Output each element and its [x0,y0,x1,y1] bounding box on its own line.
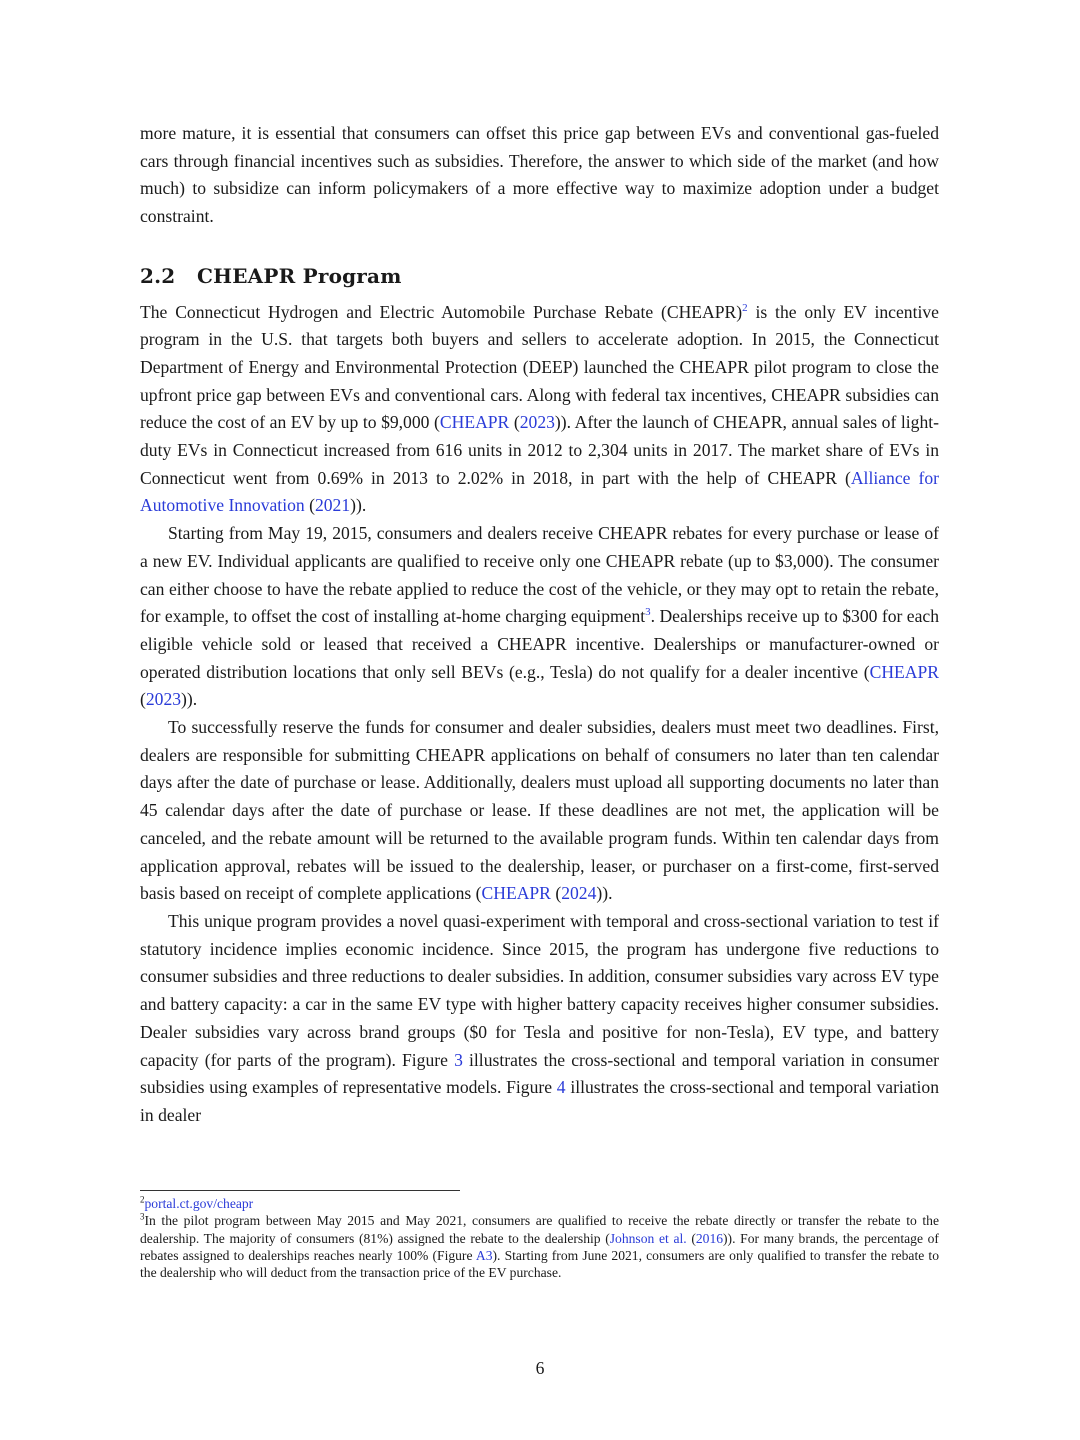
citation-cheapr-2023-b[interactable]: CHEAPR [869,661,939,682]
citation-cheapr-2023[interactable]: CHEAPR [439,412,510,433]
text-run: )). [596,883,613,904]
citation-year-2021[interactable]: 2021 [314,495,351,516]
footnote-2 [140,1195,939,1212]
citation-johnson[interactable]: Johnson et al. [609,1230,687,1246]
text-run: . Dealerships receive up to $300 for each eligible vehicle sold or leased that received a CHEAPR incentive. Dealerships or manufacturer-owned or operated distribution locations that only sell BEVs (e.g., Tesla) do not qualify for a dealer incentive ( [140,606,939,682]
text-run: ( [509,412,520,433]
text-run: ( [550,883,562,904]
footnote-rule [140,1190,460,1191]
figure-ref-a3[interactable]: A3 [475,1247,493,1263]
text-run: ( [304,495,315,516]
footnote-ref-2[interactable]: 2 [742,301,748,314]
citation-year-2016[interactable]: 2016 [695,1230,724,1246]
text-run: ( [140,689,146,710]
body-text [140,120,939,1130]
text-run: To successfully reserve the funds for consumer and dealer subsidies, dealers must meet two deadlines. First, dealers are responsible for submitting CHEAPR applications on behalf of consumers no later than ten calendar days after the date of purchase or lease. Additionally, dealers must upload all supporting documents no later than 45 calendar days after the date of purchase or lease. If these deadlines are not met, the application will be canceled, and the rebate amount will be returned to the available program funds. Within ten calendar days from application approval, rebates will be issued to the dealership, leaser, or purchaser on a first-come, first-served basis based on receipt of complete applications ( [140,717,939,904]
text-run: illustrates the cross-sectional and temporal variation in consumer subsidies using examples of representative models. Figure [140,1049,939,1098]
paragraph-intro [140,299,939,521]
citation-year-2024[interactable]: 2024 [561,883,597,904]
paragraph-continuation: more mature, it is essential that consumers can offset this price gap between EVs and conventional gas-fueled cars through financial incentives such as subsidies. Therefore, the answer to which side of the market (and how much) to subsidize can inform policymakers of a more effective way to maximize adoption under a budget constraint. [140,123,939,227]
footnote-mark-3: 3 [140,1211,145,1222]
footnote-link-cheapr-portal[interactable]: portal.ct.gov/cheapr [144,1196,254,1211]
citation-year-2023[interactable]: 2023 [519,412,555,433]
text-run: In the pilot program between May 2015 and May 2021, consumers are qualified to receive the rebate directly or transfer the rebate to the dealership. The majority of consumers (81%) assigned the rebate to the dealership ( [140,1213,939,1246]
footnote-3 [140,1212,939,1281]
text-run: Starting from May 19, 2015, consumers and dealers receive CHEAPR rebates for every purchase or lease of a new EV. Individual applicants are qualified to receive only one CHEAPR rebate (up to $3,000). The consumer can either choose to have the rebate applied to reduce the cost of the vehicle, or they may opt to retain the rebate, for example, to offset the cost of installing at-home charging equipment [140,523,939,627]
footnote-ref-3[interactable]: 3 [645,606,651,619]
footnotes [140,1190,939,1281]
section-title: CHEAPR Program [197,263,402,288]
figure-ref-4[interactable]: 4 [556,1077,566,1098]
text-run: )). [350,495,367,516]
section-number: 2.2 [140,263,176,288]
text-run: The Connecticut Hydrogen and Electric Automobile Purchase Rebate (CHEAPR) [140,301,743,322]
page-number: 6 [535,1358,545,1378]
paragraph-quasi-experiment [140,908,939,1130]
citation-year-2023-b[interactable]: 2023 [145,689,182,710]
text-run: is the only EV incentive program in the U.S. that targets both buyers and sellers to accelerate adoption. In 2015, the Connecticut Department of Energy and Environmental Protection (DEEP) launched the CHEAPR pilot program to close the upfront price gap between EVs and conventional cars. Along with federal tax incentives, CHEAPR subsidies can reduce the cost of an EV by up to $9,000 ( [140,301,939,433]
paragraph-rebates [140,520,939,714]
paragraph-deadlines [140,714,939,908]
citation-alliance[interactable]: Alliance for Automotive Innovation [140,467,939,516]
text-run: )). After the launch of CHEAPR, annual sales of light-duty EVs in Connecticut increased from 616 units in 2012 to 2,304 units in 2017. The market share of EVs in Connecticut went from 0.69% in 2013 to 2.02% in 2018, in part with the help of CHEAPR ( [140,412,939,488]
text-run: illustrates the cross-sectional and temporal variation in dealer [140,1077,939,1125]
text-run: )). For many brands, the percentage of rebates assigned to dealerships reaches nearly 100% (Figure [140,1230,939,1263]
text-run: )). [181,689,198,710]
text-run: This unique program provides a novel quasi-experiment with temporal and cross-sectional variation to test if statutory incidence implies economic incidence. Since 2015, the program has undergone five reductions to consumer subsidies and three reductions to dealer subsidies. In addition, consumer subsidies vary across EV type and battery capacity: a car in the same EV type with higher battery capacity receives higher consumer subsidies. Dealer subsidies vary across brand groups ($0 for Tesla and positive for non-Tesla), EV type, and battery capacity (for parts of the program). Figure [140,910,939,1070]
citation-cheapr-2024[interactable]: CHEAPR [481,883,551,904]
text-run: ). Starting from June 2021, consumers are only qualified to transfer the rebate to the dealership who will deduct from the transaction price of the EV purchase. [140,1247,939,1281]
section-heading [140,263,939,291]
footnote-mark-2: 2 [140,1194,145,1205]
figure-ref-3[interactable]: 3 [454,1049,463,1070]
text-run: ( [686,1230,696,1246]
